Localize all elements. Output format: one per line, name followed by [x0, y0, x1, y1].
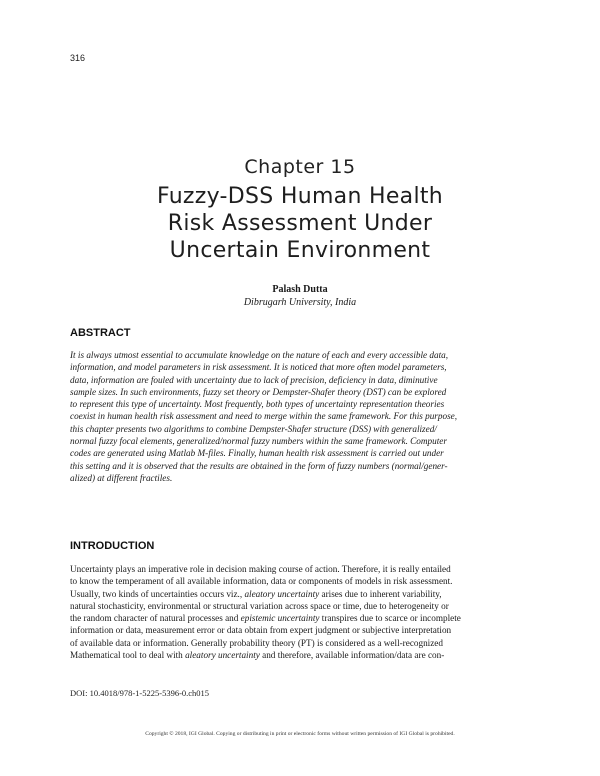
text-segment: Uncertainty plays an imperative role in decision making course of action. Therefore, it is really entailed [70, 564, 451, 574]
introduction-line [70, 600, 530, 612]
emphasized-term: epistemic uncertainty [240, 613, 320, 624]
author-affiliation: Dibrugarh University, India [243, 297, 357, 308]
introduction-line [70, 588, 530, 600]
text-segment: the random character of natural processes and [70, 613, 241, 624]
introduction-line [70, 649, 530, 661]
text-segment: arises due to inherent variability, [319, 588, 442, 599]
abstract-line: It is always utmost essential to accumulate knowledge on the nature of each and every accessible data, [70, 350, 449, 360]
abstract-line: codes are generated using Matlab M-files. Finally, human health risk assessment is carried out under [70, 448, 444, 459]
chapter-title-line: Risk Assessment Under [167, 211, 433, 236]
text-segment: Mathematical tool to deal with [70, 650, 186, 661]
page-number: 316 [70, 53, 86, 63]
text-segment: transpires due to scarce or incomplete [319, 613, 461, 624]
doi: DOI: 10.4018/978-1-5225-5396-0.ch015 [70, 688, 210, 698]
introduction-line [70, 624, 530, 636]
text-segment: to know the temperament of all available information, data or components of models in risk assessment. [70, 576, 453, 587]
abstract-line: normal fuzzy focal elements, generalized/normal fuzzy numbers within the same framework. Computer [70, 436, 447, 447]
abstract-heading: ABSTRACT [70, 327, 131, 339]
introduction-heading: INTRODUCTION [70, 540, 155, 552]
text-segment: natural stochasticity, environmental or structural variation across space or time, due to heterogeneity or [70, 600, 449, 611]
abstract-line: alized) at different fractiles. [70, 472, 173, 483]
abstract-line: information, and model parameters in risk assessment. It is noticed that more often model parameters, [70, 362, 447, 373]
abstract-line: coexist in human health risk assessment and need to merge within the same framework. For this purpose, [70, 411, 458, 422]
abstract-body [70, 349, 530, 484]
emphasized-term: aleatory uncertainty [185, 650, 260, 661]
chapter-label: Chapter 15 [244, 156, 356, 178]
text-segment: information or data, measurement error or data obtain from expert judgment or subjective interpretation [70, 625, 452, 636]
abstract-line: sample sizes. In such environments, fuzzy set theory or Dempster-Shafer theory (DST) can be explored [70, 386, 447, 397]
chapter-title [60, 183, 540, 264]
chapter-title-line: Uncertain Environment [169, 238, 431, 263]
introduction-line [70, 563, 530, 575]
introduction-line [70, 637, 530, 649]
chapter-title-line: Fuzzy-DSS Human Health [156, 184, 444, 209]
text-segment: of available data or information. Generally probability theory (PT) is considered as a well-recognized [70, 637, 443, 648]
copyright-notice: Copyright © 2018, IGI Global. Copying or distributing in print or electronic forms without written permission of IGI Global is prohibited. [145, 731, 455, 737]
abstract-line: to represent this type of uncertainty. Most frequently, both types of uncertainty representation theories [70, 399, 445, 410]
abstract-line: this setting and it is observed that the results are obtained in the form of fuzzy numbers (normal/gener- [70, 460, 448, 471]
introduction-line [70, 575, 530, 587]
introduction-body [70, 563, 530, 661]
introduction-line [70, 612, 530, 624]
abstract-line: data, information are fouled with uncertainty due to lack of precision, deficiency in data, diminutive [70, 374, 438, 385]
text-segment: Usually, two kinds of uncertainties occurs viz., [70, 588, 245, 599]
emphasized-term: aleatory uncertainty [244, 588, 320, 599]
text-segment: and therefore, available information/data are con- [259, 650, 445, 661]
abstract-line: this chapter presents two algorithms to combine Dempster-Shafer structure (DSS) with generalized/ [70, 423, 437, 434]
author-name: Palash Dutta [272, 284, 328, 295]
